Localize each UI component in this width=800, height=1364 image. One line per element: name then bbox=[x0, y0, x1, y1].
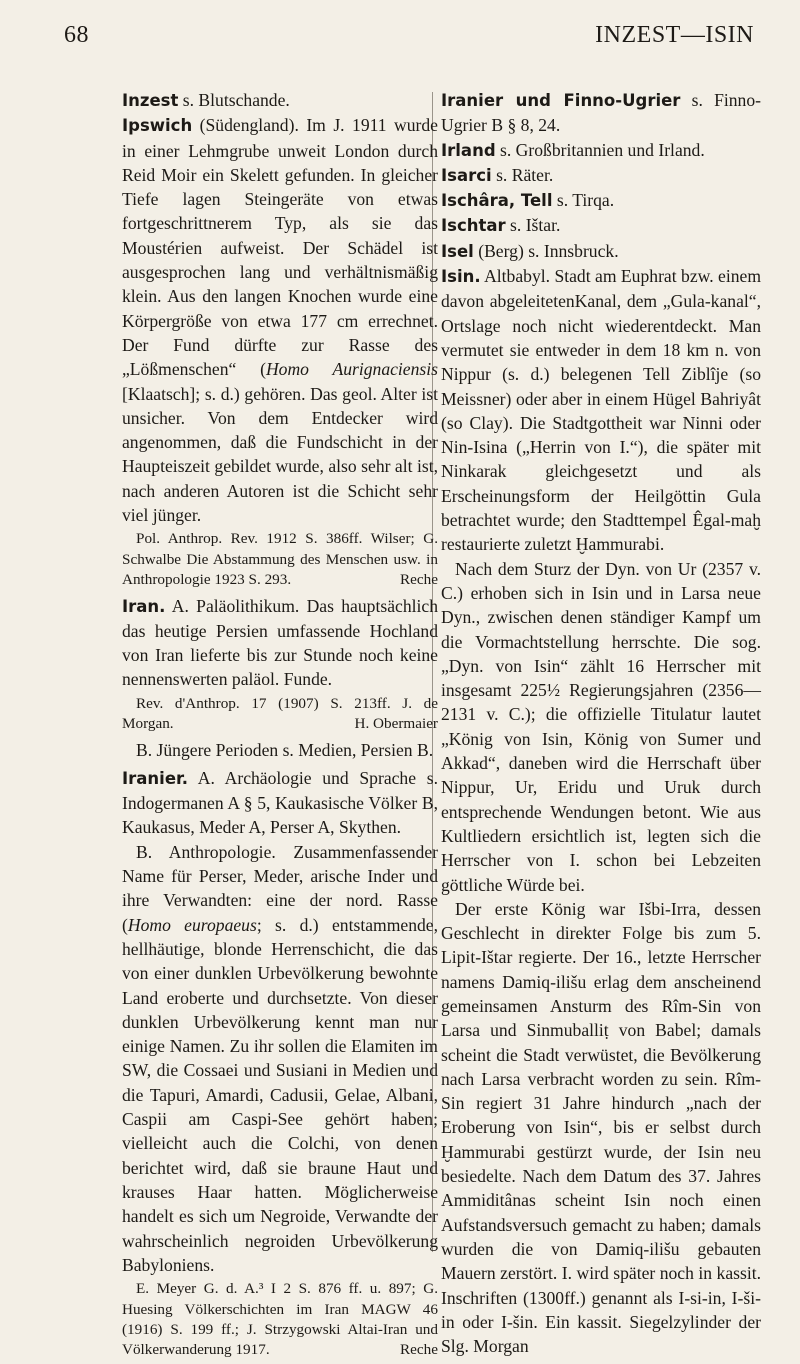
paragraph: Nach dem Sturz der Dyn. von Ur (2357 v. C.) erhoben sich in Isin und in Larsa neue Dyn., zwischen denen ständiger Kampf um die Vormachtstellung herrschte. Die sog. „Dyn. von Isin“ zählt 16 Herrscher mit insgesamt 225½ Regierungsjahren (2356—2131 v. C.); die offizielle Titulatur lautet „König von Isin, König von Sumer und Akkad“, daneben wird die Herrschaft über Nippur, Ur, Eridu und Uruk durch entsprechende Wendungen betont. Wie aus Kultliedern ersichtlich ist, legten sich die Herrscher von I. schon bei Lebzeiten göttliche Würde bei. bbox=[441, 558, 761, 895]
page-number: 68 bbox=[64, 22, 89, 48]
entry-isin: Isin. Altbabyl. Stadt am Euphrat bzw. einem davon abgeleitetenKanal, dem „Gula-kanal“, Ortslage noch nicht wiederentdeckt. Man vermutet sie entweder in dem 18 km n. von Nippur (s. d.) belegenen Tell Ziblîje (so Meissner) oder aber in einem Hügel Bahriyât (so Clay). Die Stadtgottheit war Ninni oder Nin-Isina („Herrin von I.“), die später mit Ninkarak gleichgesetzt und als Erscheinungsform der Heilgöttin Gula betrachtet wurde; den Stadttempel Êgal-maḫ restaurierte zuletzt Ḫammurabi. bbox=[441, 266, 761, 555]
section-b: B. Anthropologie. Zusammenfassender Name für Perser, Meder, arische Inder und ihre Verwandten: eine der nord. Rasse (Homo europaeus; s. d.) entstammende, hellhäutige, blonde Herrenschicht, die das von einer dunklen Urbevölkerung bewohnte Land eroberte und durchsetzte. Von dieser dunklen Urbevölkerung kennt man nur einige Namen. Zu ihr sollen die Elamiten im SW, die Cossaei und Susiani in Medien und die Tapuri, Amardi, Cadusii, Gelae, Albani, Caspii am Caspi-See gehört haben; vielleicht auch die Colchi, von denen berichtet wird, daß sie braune Haut und krauses Haar hatten. Möglicherweise handelt es sich um Negroide, Verwandte der wahrscheinlich negroiden Urbevölkerung Babyloniens. bbox=[122, 841, 438, 1275]
author: Reche bbox=[400, 1341, 438, 1359]
entry-ipswich: Ipswich (Südengland). Im J. 1911 wurde in einer Lehmgrube unweit London durch Reid Moir ein Skelett gefunden. In gleicher Tiefe lagen Steingeräte von etwas fortgeschrittnerem Typ, als sie das Moustérien aufweist. Der Schädel ist ausgesprochen lang und verhältnismäßig klein. Aus den langen Knochen wurde eine Körpergröße von etwa 177 cm errechnet. Der Fund dürfte zur Rasse des „Lößmenschen“ (Homo Aurignaciensis [Klaatsch]; s. d.) gehören. Das geol. Alter ist unsicher. Von dem Entdecker wird angenommen, daß die Fundschicht in der Haupteiszeit gebildet wurde, also sehr alt ist, nach anderen Autoren ist die Schicht sehr viel jünger. bbox=[122, 115, 438, 526]
headword: Ipswich bbox=[122, 116, 193, 136]
author: Reche bbox=[400, 571, 438, 589]
entry-iran: Iran. A. Paläolithikum. Das hauptsächlich das heutige Persien umfassende Hochland von Iran lieferte bis zur Stunde noch keine nennenswerten paläol. Funde. bbox=[122, 595, 438, 690]
right-column bbox=[441, 88, 761, 1358]
page-header bbox=[64, 22, 754, 52]
headword: Iranier. bbox=[122, 768, 189, 788]
headword: Inzest bbox=[122, 91, 179, 110]
entry-irland: Irland s. Großbritannien und Irland. bbox=[441, 139, 705, 160]
entry-isarci: Isarci s. Räter. bbox=[441, 164, 554, 185]
headword: Iran. bbox=[122, 596, 166, 616]
literature-note: Rev. d'Anthrop. 17 (1907) S. 213ff. J. de Morgan. H. Obermaier bbox=[122, 694, 438, 735]
entry-inzest: Inzest s. Blutschande. bbox=[122, 90, 290, 110]
literature-note: Pol. Anthrop. Rev. 1912 S. 386ff. Wilser; G. Schwalbe Die Abstammung des Menschen usw. in Anthropologie 1923 S. 293. Reche bbox=[122, 529, 438, 590]
left-column bbox=[122, 88, 438, 1364]
headword: Irland bbox=[441, 140, 496, 160]
literature-note: E. Meyer G. d. A.³ I 2 S. 876 ff. u. 897; G. Huesing Völkerschichten im Iran MAGW 46 (1916) S. 199 ff.; J. Strzygowski Altai-Iran und Völkerwanderung 1917. Reche bbox=[122, 1279, 438, 1361]
headword: Ischtar bbox=[441, 216, 506, 236]
headword: Isin. bbox=[441, 267, 481, 287]
section-b: B. Jüngere Perioden s. Medien, Persien B. bbox=[136, 739, 434, 760]
running-title: INZEST—ISIN bbox=[595, 22, 754, 48]
headword: Isel bbox=[441, 241, 474, 261]
headword: Ischâra, Tell bbox=[441, 191, 553, 211]
entry-iranier: Iranier. A. Archäologie und Sprache s. Indogermanen A § 5, Kaukasische Völker B, Kaukasus, Meder A, Perser A, Skythen. bbox=[122, 767, 438, 838]
author: H. Obermaier bbox=[354, 715, 438, 733]
entry-ischara: Ischâra, Tell s. Tirqa. bbox=[441, 190, 615, 211]
paragraph: Der erste König war Išbi-Irra, dessen Geschlecht in direkter Folge bis zum 5. Lipit-Ištar regierte. Der 16., letzte Herrscher namens Damiq-ilišu erlag dem anscheinend gemeinsamen Ansturm des Rîm-Sin von Larsa und Sinmuballiṭ von Babel; damals scheint die Stadt verwüstet, die Bevölkerung nach Larsa verbracht worden zu sein. Rîm-Sin regiert 31 Jahre hindurch „nach der Eroberung von Isin“, bis er selbst durch Ḫammurabi gestürzt wurde, der Isin neu besiedelte. Nach dem Datum des 37. Jahres Ammiditânas scheint Isin noch einen Aufstandsversuch gemacht zu haben; damals wurden die von Damiq-ilišu gebauten Mauern zerstört. I. wird später noch in kassit. Inschriften (1300ff.) genannt als I-si-in, I-ši-in oder I-šin. Ein kassit. Siegelzylinder der Slg. Morgan bbox=[441, 898, 761, 1357]
headword: Isarci bbox=[441, 165, 492, 185]
entry-ischtar: Ischtar s. Ištar. bbox=[441, 215, 561, 236]
entry-isel: Isel (Berg) s. Innsbruck. bbox=[441, 240, 619, 261]
entry-iranier-finno-ugrier: Iranier und Finno-Ugrier s. Finno-Ugrier B § 8, 24. bbox=[441, 90, 761, 136]
headword: Iranier und Finno-Ugrier bbox=[441, 91, 681, 110]
